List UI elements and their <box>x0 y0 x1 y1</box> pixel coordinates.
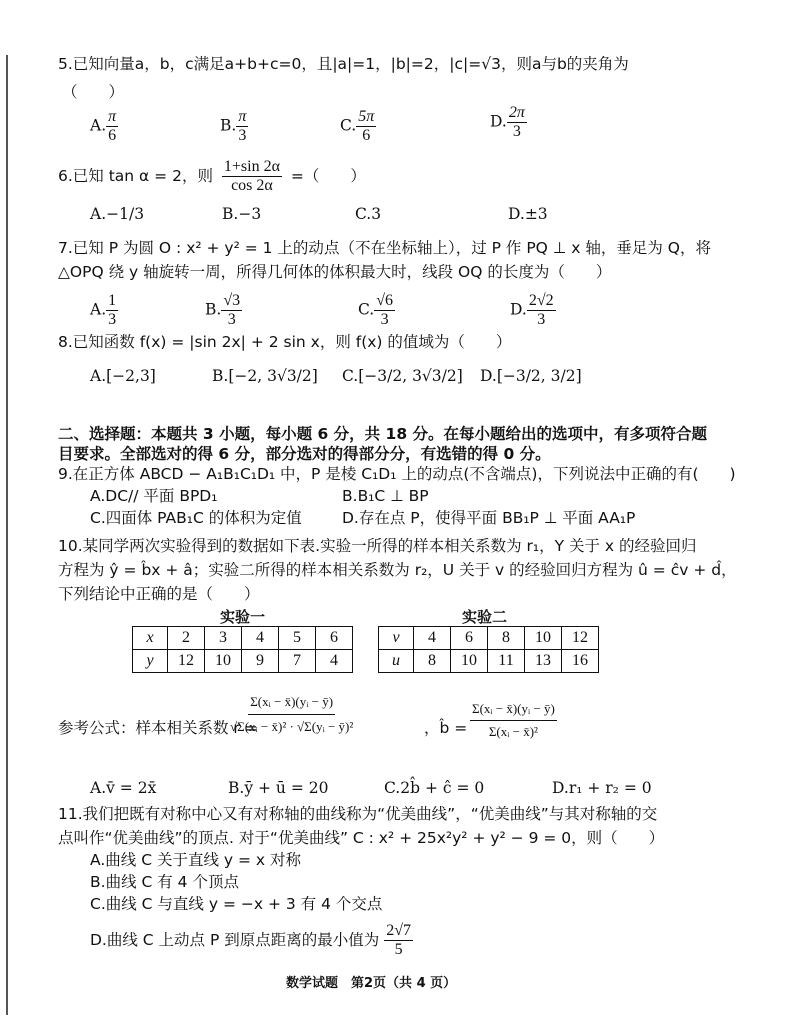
q11-option-a[interactable]: A.曲线 C 关于直线 y = x 对称 <box>90 851 301 869</box>
q9-option-b[interactable]: B.B₁C ⊥ BP <box>342 487 429 505</box>
q11-option-b[interactable]: B.曲线 C 有 4 个顶点 <box>90 873 239 891</box>
option-letter: B. <box>220 116 237 135</box>
q5-option-d[interactable] <box>490 104 527 141</box>
fraction: $\frac{2√7}{5}$ <box>386 922 411 958</box>
q6-option-d[interactable]: D.±3 <box>508 205 548 223</box>
q10-option-c[interactable]: C.2b̂ + ĉ = 0 <box>384 779 485 797</box>
q10-line2: 方程为 ŷ = b̂x + â；实验二所得的样本相关系数为 r₂，U 关于 v 的经验回归方程为 û = ĉv + d̂， <box>58 561 737 579</box>
table2 <box>378 626 599 673</box>
q9-option-c[interactable]: C.四面体 PAB₁C 的体积为定值 <box>90 509 302 527</box>
q6-option-a[interactable]: A.−1/3 <box>90 205 145 223</box>
q5-option-c[interactable] <box>340 108 376 145</box>
q5-option-b[interactable] <box>220 108 248 145</box>
fraction: $\frac{2√2}{3}$ <box>528 292 554 328</box>
fraction: $\frac{√6}{3}$ <box>376 292 394 328</box>
q5-paren: （ ） <box>62 83 125 101</box>
q5-stem: 5.已知向量a，b，c满足a+b+c=0，且|a|=1，|b|=2，|c|=√3，则a与b的夹角为 <box>58 55 629 73</box>
fraction: $\frac{√3}{3}$ <box>223 292 241 328</box>
q7-line1: 7.已知 P 为圆 O : x² + y² = 1 上的动点（不在坐标轴上），过 P 作 PQ ⊥ x 轴，垂足为 Q，将 <box>58 239 711 257</box>
q6-option-b[interactable]: B.−3 <box>222 205 262 223</box>
q7-option-b[interactable]: B. $\frac{√3}{3}$ <box>205 292 241 328</box>
fraction: $\frac{\pi}{6}$ <box>108 108 117 144</box>
q10-option-d[interactable]: D.r₁ + r₂ = 0 <box>552 779 652 797</box>
formula-label: 参考公式：样本相关系数 r = <box>58 719 258 737</box>
table-row: u 8 10 11 13 16 <box>379 650 599 673</box>
fraction: $\frac{5\pi}{6}$ <box>358 108 375 144</box>
r-fraction: $\frac{\text{Σ(xᵢ − x̄)(yᵢ − ȳ)}}{\text{√Σ(xᵢ − x̄)² · √Σ(yᵢ − ȳ)²}}$ <box>228 690 355 739</box>
q10-option-b[interactable]: B.ȳ + ū = 20 <box>228 779 329 797</box>
q11-line1: 11.我们把既有对称中心又有对称轴的曲线称为“优美曲线”，“优美曲线”与其对称轴的交 <box>58 805 658 823</box>
q6-option-c[interactable]: C.3 <box>355 205 382 223</box>
b-fraction: $\frac{\text{Σ(xᵢ − x̄)(yᵢ − ȳ)}}{\text{Σ(xᵢ − x̄)²}}$ <box>470 698 557 743</box>
table1-caption: 实验一 <box>220 608 266 626</box>
table-row: y 12 10 9 7 4 <box>133 650 353 673</box>
b-label: ，b̂ = <box>424 719 468 737</box>
page-footer: 数学试题 第2页（共 4 页） <box>286 976 457 991</box>
q9-stem: 9.在正方体 ABCD − A₁B₁C₁D₁ 中，P 是棱 C₁D₁ 上的动点(不含端点)，下列说法中正确的有( ) <box>58 465 736 483</box>
q7-option-d[interactable]: D. $\frac{2√2}{3}$ <box>510 292 554 328</box>
q11-option-c[interactable]: C.曲线 C 与直线 y = −x + 3 有 4 个交点 <box>90 895 383 913</box>
q7-option-a[interactable]: A. $\frac{1}{3}$ <box>90 292 117 328</box>
table2-caption: 实验二 <box>462 608 508 626</box>
option-letter: A. <box>90 116 107 135</box>
option-letter: D. <box>490 112 507 131</box>
q10-line1: 10.某同学两次实验得到的数据如下表.实验一所得的样本相关系数为 r₁，Y 关于 x 的经验回归 <box>58 537 697 555</box>
table-row: v 4 6 8 10 12 <box>379 627 599 650</box>
q9-option-a[interactable]: A.DC// 平面 BPD₁ <box>90 487 218 505</box>
fraction: $\frac{1}{3}$ <box>108 292 117 328</box>
q11-line2: 点叫作“优美曲线”的顶点. 对于“优美曲线” C : x² + 25x²y² + y² − 9 = 0，则（ ） <box>58 829 665 847</box>
q7-line2: △OPQ 绕 y 轴旋转一周，所得几何体的体积最大时，线段 OQ 的长度为（ ） <box>58 263 612 281</box>
q10-option-a[interactable]: A.v̄ = 2x̄ <box>90 779 157 797</box>
q5-option-a[interactable] <box>90 108 118 145</box>
left-margin-rule <box>6 55 8 1015</box>
q9-option-d[interactable]: D.存在点 P，使得平面 BB₁P ⊥ 平面 AA₁P <box>342 509 636 527</box>
r-formula <box>228 690 355 739</box>
q11-option-d[interactable]: D.曲线 C 上动点 P 到原点距离的最小值为 $\frac{2√7}{5}$ <box>90 922 411 958</box>
q10-line3: 下列结论中正确的是（ ） <box>58 585 260 603</box>
b-formula <box>470 698 557 743</box>
q6-stem: 6.已知 tan α = 2，则 $\frac{1+\sin 2\alpha}{\cos 2\alpha}$ =（ ） <box>58 158 366 194</box>
table1 <box>132 626 353 673</box>
q8-option-b[interactable]: B.[−2, 3√3/2] <box>212 367 318 385</box>
q7-option-c[interactable]: C. $\frac{√6}{3}$ <box>358 292 394 328</box>
table-row: x 2 3 4 5 6 <box>133 627 353 650</box>
q8-option-c[interactable]: C.[−3/2, 3√3/2] <box>342 367 463 385</box>
fraction: $\frac{\pi}{3}$ <box>238 108 247 144</box>
section2-line1: 二、选择题：本题共 3 小题，每小题 6 分，共 18 分。在每小题给出的选项中，有多项符合题 <box>58 425 708 443</box>
fraction: $\frac{2\pi}{3}$ <box>508 104 525 140</box>
q8-option-d[interactable]: D.[−3/2, 3/2] <box>480 367 582 385</box>
option-letter: C. <box>340 116 357 135</box>
q8-option-a[interactable]: A.[−2,3] <box>90 367 156 385</box>
q8-stem: 8.已知函数 f(x) = |sin 2x| + 2 sin x，则 f(x) 的值域为（ ） <box>58 333 512 351</box>
q6-fraction: $\frac{1+\sin 2\alpha}{\cos 2\alpha}$ <box>223 158 280 194</box>
section2-line2: 目要求。全部选对的得 6 分，部分选对的得部分分，有选错的得 0 分。 <box>58 445 551 463</box>
